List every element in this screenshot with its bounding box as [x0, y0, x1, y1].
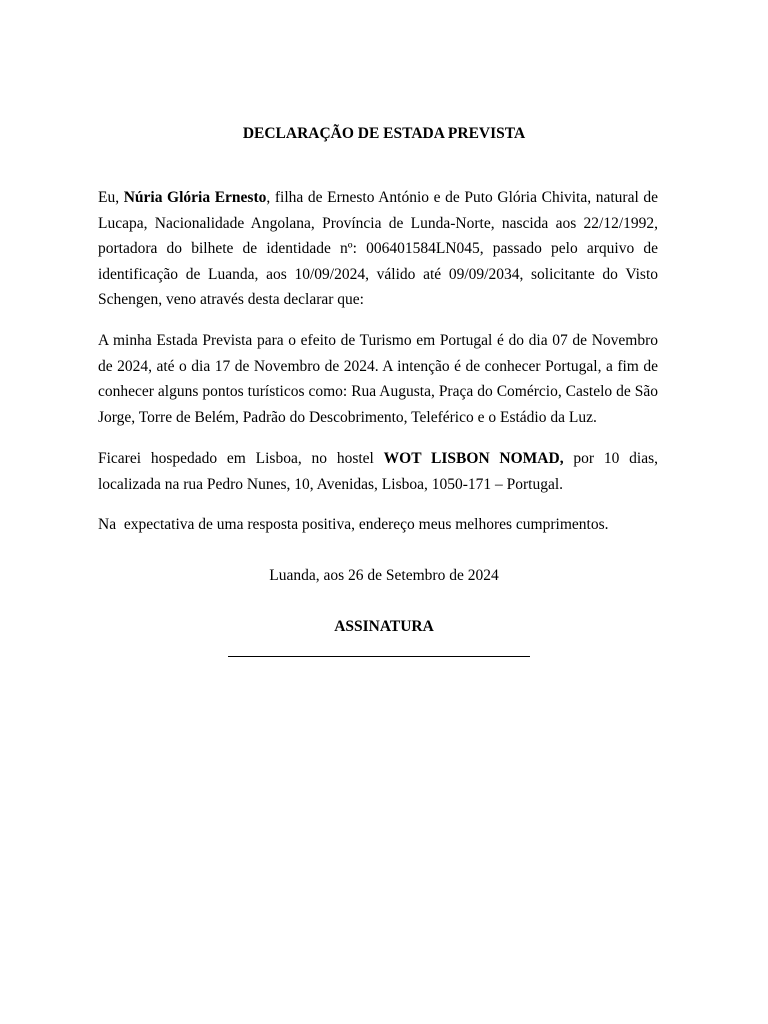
hostel-name: WOT LISBON NOMAD, [383, 450, 564, 467]
paragraph-lead: Eu, [98, 189, 124, 206]
place-and-date: Luanda, aos 26 de Setembro de 2024 [269, 567, 499, 584]
signature-line [228, 656, 530, 657]
document-title: DECLARAÇÃO DE ESTADA PREVISTA [242, 125, 526, 142]
accommodation-details: por 10 dias, localizada na rua Pedro Nunes, 10, Avenidas, Lisboa, 1050-171 – Portugal. [98, 450, 658, 493]
declarant-details: , filha de Ernesto António e de Puto Glória Chivita, natural de Lucapa, Nacionalidade Angolana, Província de Lunda-Norte, nascida aos 22/12/1992, portadora do bilhete de identidade nº: 006401584LN045, passado pelo arquivo de identificação de Luanda, aos 10/09/2024, válido até 09/09/2034, solicitante do Visto Schengen, veno através desta declarar que: [98, 189, 658, 309]
signature-label: ASSINATURA [334, 618, 434, 635]
accommodation-paragraph [98, 446, 658, 497]
declarant-name: Núria Glória Ernesto [123, 189, 267, 206]
accommodation-lead: Ficarei hospedado em Lisboa, no hostel [98, 450, 384, 467]
closing-paragraph: Na expectativa de uma resposta positiva, endereço meus melhores cumprimentos. [98, 516, 609, 533]
stay-paragraph: A minha Estada Prevista para o efeito de Turismo em Portugal é do dia 07 de Novembro de 2024, até o dia 17 de Novembro de 2024. A intenção é de conhecer Portugal, a fim de conhecer alguns pontos turísticos como: Rua Augusta, Praça do Comércio, Castelo de São Jorge, Torre de Belém, Padrão do Descobrimento, Teleférico e o Estádio da Luz. [98, 332, 658, 426]
declarant-paragraph [98, 185, 658, 313]
